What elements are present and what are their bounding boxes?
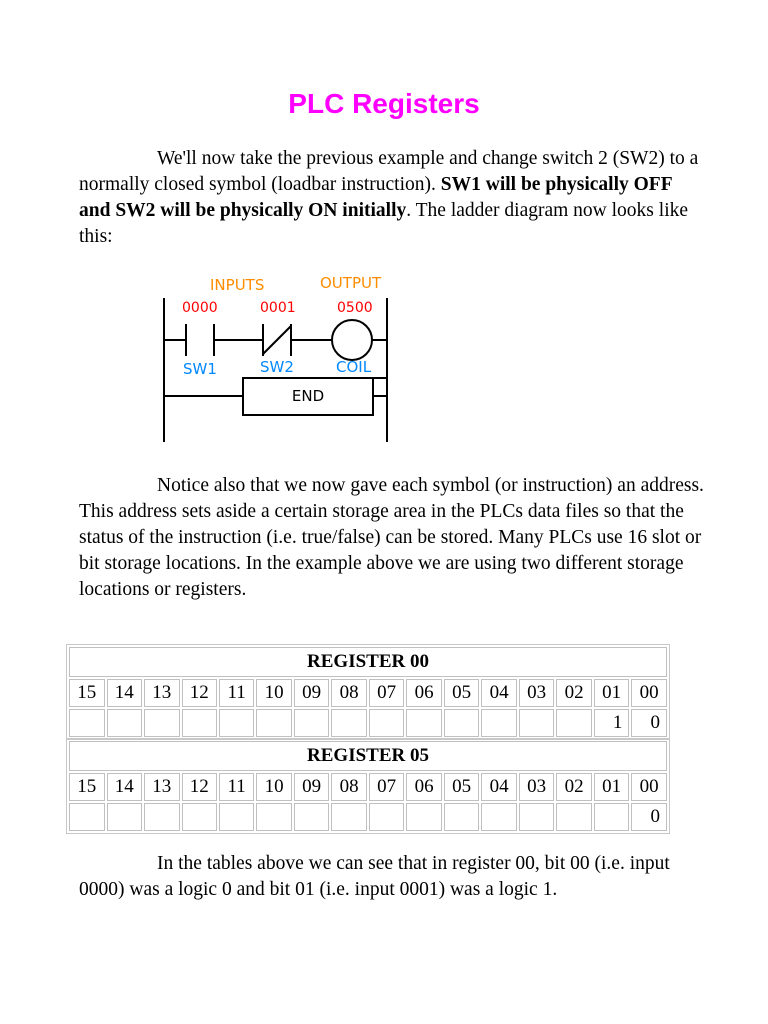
bit-number-cell: 06 — [406, 773, 442, 801]
intro-text-end: . The ladder diagram now looks like this: — [79, 200, 689, 247]
bit-value-cell — [444, 709, 480, 737]
bit-value-cell — [219, 803, 254, 831]
bit-number-cell: 14 — [107, 679, 143, 707]
bit-value-cell — [331, 803, 367, 831]
sw2-label: SW2 — [260, 358, 294, 376]
bit-number-cell: 03 — [519, 679, 555, 707]
bit-number-cell: 04 — [481, 679, 517, 707]
bit-value-cell — [481, 803, 517, 831]
end-label: END — [291, 387, 325, 405]
bit-value-cell — [444, 803, 480, 831]
coil-label: COIL — [336, 358, 372, 376]
sw2-contact-slash — [263, 326, 291, 354]
bit-number-cell: 11 — [219, 773, 254, 801]
output-header: OUTPUT — [320, 274, 382, 292]
bit-number-cell: 12 — [182, 773, 218, 801]
sw1-label: SW1 — [183, 360, 217, 378]
notice-text: Notice also that we now gave each symbol (or instruction) an address. This address sets aside a certain storage area in the PLCs data files so that the status of the instruction (i.e. true/false) can be stored. Many PLCs use 16 slot or bit storage locations. In the example above we are using two different storage locations or registers. — [79, 475, 704, 600]
bit-number-cell: 07 — [369, 773, 405, 801]
inputs-header: INPUTS — [210, 276, 265, 294]
conclusion-paragraph — [79, 851, 705, 903]
intro-text: We'll now take the previous example and change switch 2 (SW2) to a normally closed symbol (loadbar instruction). — [79, 148, 699, 195]
register-05-value-row — [69, 803, 667, 831]
register-00-value-row — [69, 709, 667, 737]
bit-number-cell: 00 — [631, 679, 667, 707]
bit-value-cell — [107, 803, 143, 831]
bit-number-cell: 13 — [144, 679, 180, 707]
bit-value-cell — [144, 709, 180, 737]
sw2-address: 0001 — [260, 300, 296, 316]
bit-number-cell: 00 — [631, 773, 667, 801]
bit-value-cell — [556, 709, 592, 737]
bit-number-cell: 11 — [219, 679, 254, 707]
notice-paragraph — [79, 473, 705, 603]
bit-value-cell — [369, 803, 405, 831]
intro-paragraph — [79, 146, 705, 250]
bit-value-cell — [369, 709, 405, 737]
register-05-table — [66, 738, 670, 834]
bit-value-cell — [294, 803, 330, 831]
bit-value-cell — [294, 709, 330, 737]
bit-value-cell — [406, 709, 442, 737]
bit-value-cell — [107, 709, 143, 737]
bit-number-cell: 14 — [107, 773, 143, 801]
bit-number-cell: 05 — [444, 679, 480, 707]
bit-value-cell — [144, 803, 180, 831]
bit-value-cell — [69, 803, 105, 831]
register-05-title: REGISTER 05 — [69, 741, 667, 771]
bit-number-cell: 09 — [294, 773, 330, 801]
bit-number-cell: 01 — [594, 679, 630, 707]
register-00-bit-row — [69, 679, 667, 707]
bit-number-cell: 15 — [69, 679, 105, 707]
bit-number-cell: 10 — [256, 773, 292, 801]
bit-value-cell — [519, 709, 555, 737]
bit-value-cell: 0 — [631, 803, 667, 831]
sw1-address: 0000 — [182, 300, 218, 316]
bit-number-cell: 10 — [256, 679, 292, 707]
coil-symbol — [332, 320, 372, 360]
bit-number-cell: 12 — [182, 679, 218, 707]
bit-value-cell — [519, 803, 555, 831]
bit-value-cell — [69, 709, 105, 737]
intro-bold-text: SW1 will be physically OFF and SW2 will be physically ON initially — [79, 174, 672, 221]
bit-number-cell: 07 — [369, 679, 405, 707]
register-00-title: REGISTER 00 — [69, 647, 667, 677]
bit-value-cell — [219, 709, 254, 737]
coil-address: 0500 — [337, 300, 373, 316]
bit-value-cell — [182, 709, 218, 737]
bit-number-cell: 04 — [481, 773, 517, 801]
bit-value-cell: 0 — [631, 709, 667, 737]
bit-value-cell — [331, 709, 367, 737]
bit-value-cell — [594, 803, 630, 831]
register-00-table — [66, 644, 670, 740]
bit-number-cell: 02 — [556, 679, 592, 707]
bit-number-cell: 03 — [519, 773, 555, 801]
bit-number-cell: 06 — [406, 679, 442, 707]
bit-value-cell — [481, 709, 517, 737]
bit-number-cell: 05 — [444, 773, 480, 801]
ladder-diagram — [150, 268, 400, 448]
bit-number-cell: 08 — [331, 773, 367, 801]
page-title: PLC Registers — [288, 88, 480, 119]
bit-value-cell — [256, 803, 292, 831]
bit-number-cell: 01 — [594, 773, 630, 801]
bit-value-cell — [406, 803, 442, 831]
conclusion-text: In the tables above we can see that in register 00, bit 00 (i.e. input 0000) was a logic 0 and bit 01 (i.e. input 0001) was a logic 1. — [79, 853, 670, 900]
bit-number-cell: 15 — [69, 773, 105, 801]
bit-number-cell: 13 — [144, 773, 180, 801]
bit-value-cell: 1 — [594, 709, 630, 737]
register-05-bit-row — [69, 773, 667, 801]
bit-value-cell — [256, 709, 292, 737]
bit-number-cell: 08 — [331, 679, 367, 707]
bit-number-cell: 09 — [294, 679, 330, 707]
bit-number-cell: 02 — [556, 773, 592, 801]
bit-value-cell — [556, 803, 592, 831]
bit-value-cell — [182, 803, 218, 831]
